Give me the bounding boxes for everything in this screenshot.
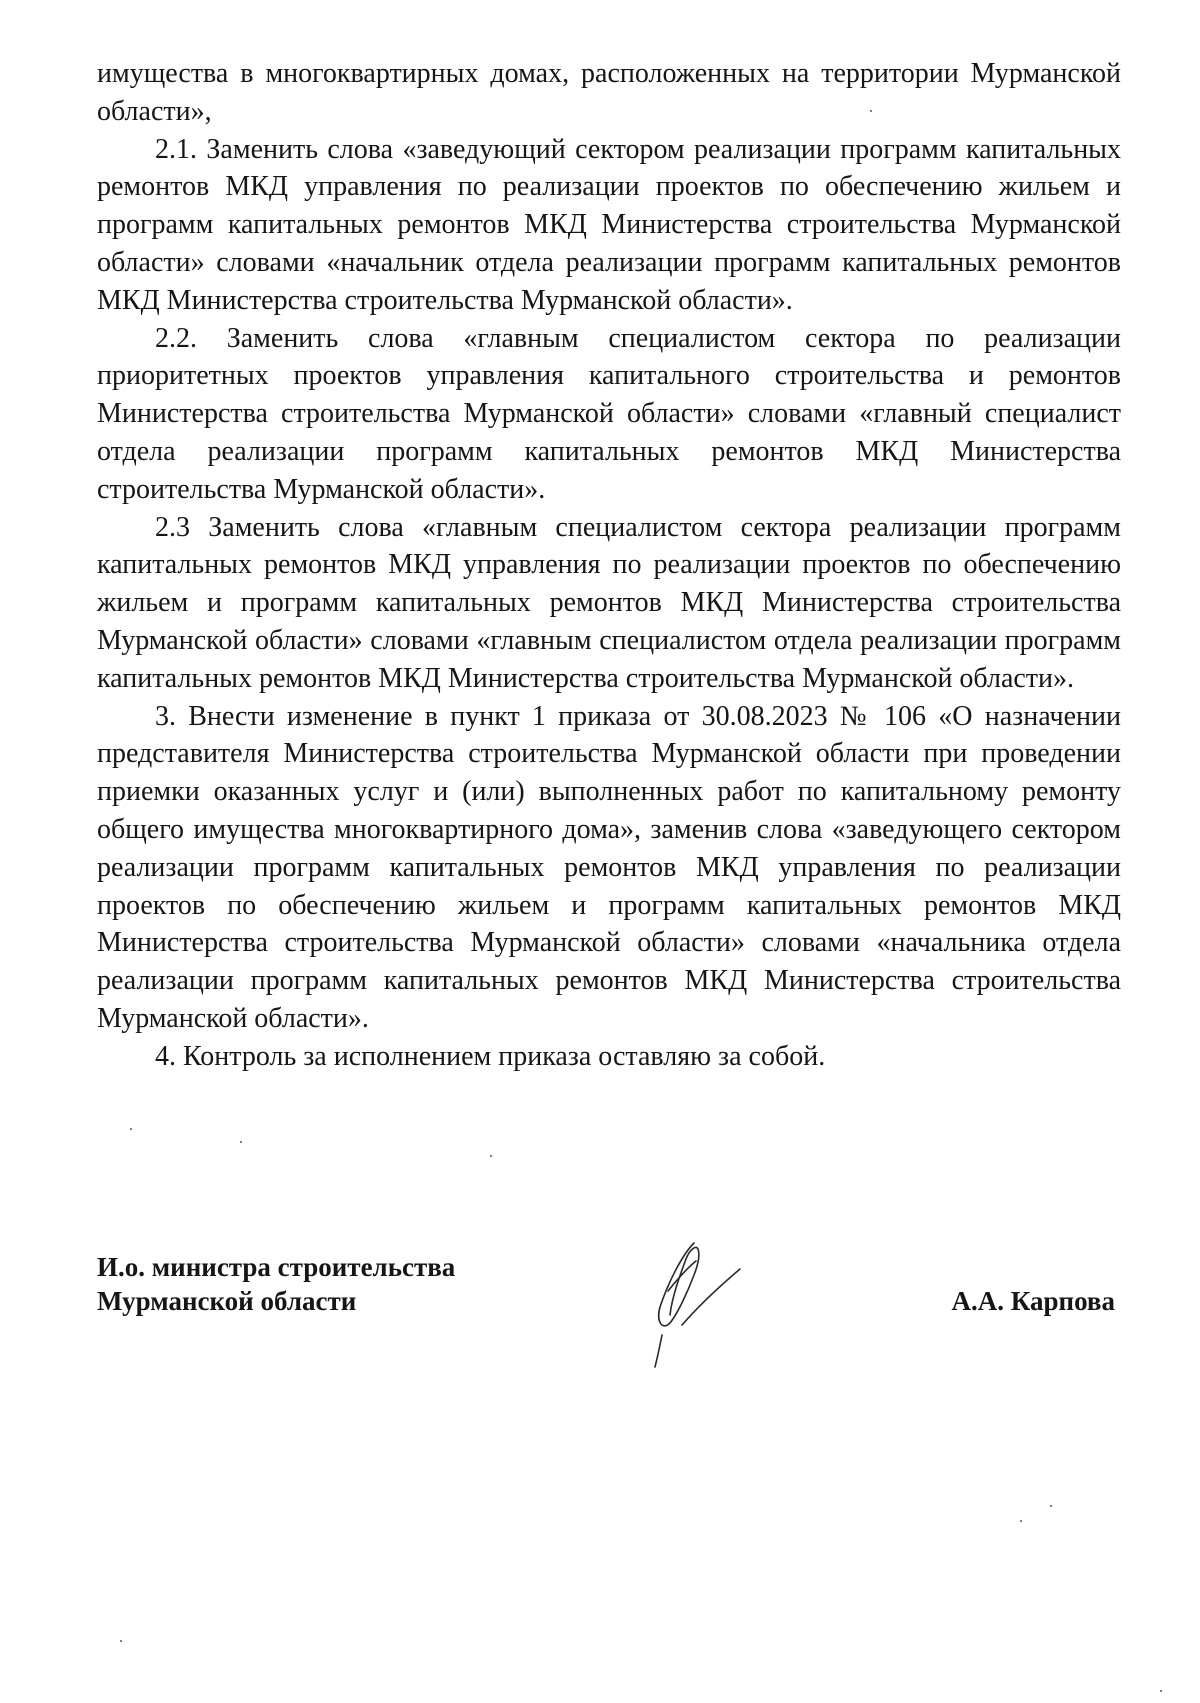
scan-speck [490,1155,492,1157]
signer-position-line-2: Мурманской области [97,1286,357,1316]
signer-name: А.А. Карпова [951,1286,1115,1316]
scan-speck [1050,1505,1052,1507]
paragraph-3: 3. Внести изменение в пункт 1 приказа от 30.08.2023 № 106 «О назначении представителя Министерства строительства Мурманской области при проведении приемки оказанных услуг и (или) выполненных работ по капитальному ремонту общего имущества многоквартирного дома», заменив слова «заведующего сектором реализации программ капитальных ремонтов МКД управления по реализации проектов по обеспечению жильем и программ капитальных ремонтов МКД Министерства строительства Мурманской области» словами «начальника отдела реализации программ капитальных ремонтов МКД Министерства строительства Мурманской области». [97,700,1121,1034]
document-body [97,55,1121,1076]
paragraph-continuation: имущества в многоквартирных домах, расположенных на территории Мурманской области», [97,58,1121,127]
scan-speck [1160,1690,1162,1692]
paragraph-4: 4. Контроль за исполнением приказа оставляю за собой. [155,1040,826,1072]
scan-speck [240,1141,242,1143]
signature-block [97,1250,1121,1370]
handwritten-signature [642,1235,752,1370]
paragraph-2-1: 2.1. Заменить слова «заведующий сектором реализации программ капитальных ремонтов МКД управления по реализации проектов по обеспечению жильем и программ капитальных ремонтов МКД Министерства строительства Мурманской области» словами «начальник отдела реализации программ капитальных ремонтов МКД Министерства строительства Мурманской области». [97,133,1121,316]
signer-position [97,1250,455,1318]
signer-position-line-1: И.о. министра строительства [97,1252,456,1282]
scan-speck [130,1128,132,1130]
scan-speck [1020,1520,1022,1522]
paragraph-2-2: 2.2. Заменить слова «главным специалистом сектора по реализации приоритетных проектов управления капитального строительства и ремонтов Министерства строительства Мурманской области» словами «главный специалист отдела реализации программ капитальных ремонтов МКД Министерства строительства Мурманской области». [97,322,1121,505]
scan-speck [870,110,872,112]
scan-speck [120,1640,122,1642]
paragraph-2-3: 2.3 Заменить слова «главным специалистом сектора реализации программ капитальных ремонтов МКД управления по реализации проектов по обеспечению жильем и программ капитальных ремонтов МКД Министерства строительства Мурманской области» словами «главным специалистом отдела реализации программ капитальных ремонтов МКД Министерства строительства Мурманской области». [97,511,1121,694]
